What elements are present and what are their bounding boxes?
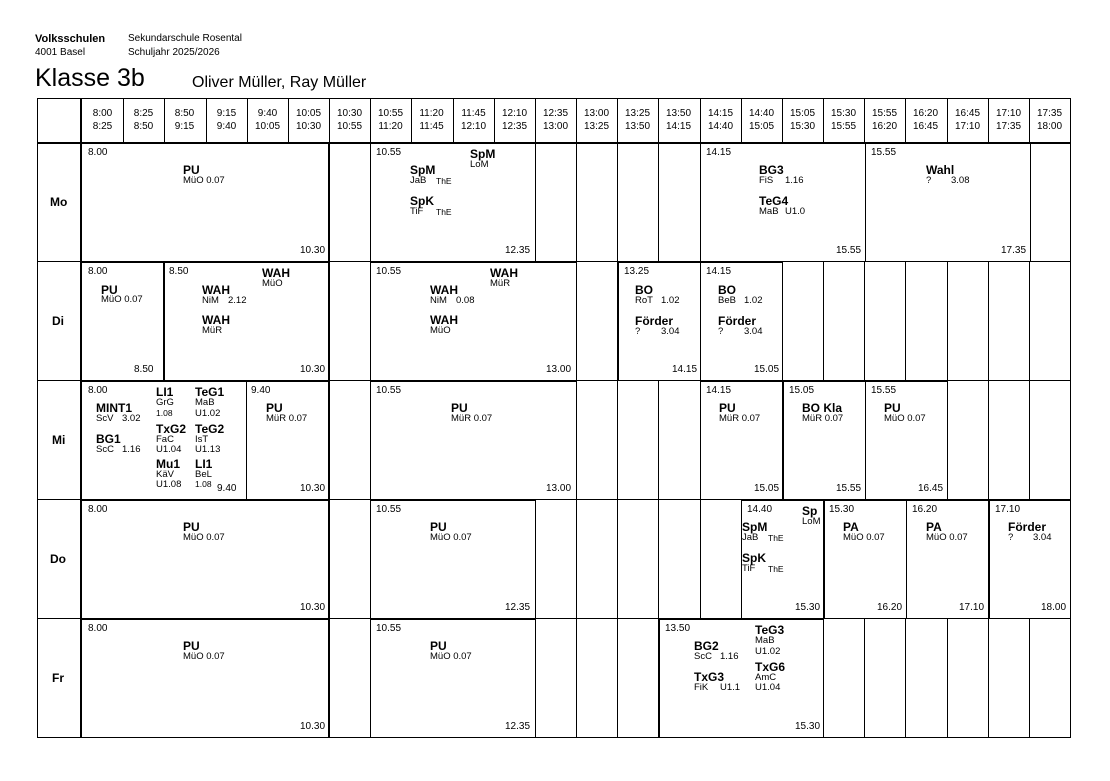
subject: PU	[430, 639, 447, 653]
teacher: MaB	[759, 206, 779, 217]
lesson-block[interactable]	[660, 620, 823, 737]
teacher-room: MüO 0.07	[430, 651, 472, 662]
day-label-mi: Mi	[52, 433, 66, 447]
block-start: 15.55	[871, 385, 897, 396]
slot-end: 17:35	[995, 121, 1022, 132]
room: U1.02	[755, 646, 781, 657]
subject: LI1	[195, 457, 213, 471]
subject: WAH	[202, 283, 230, 297]
block-end: 15.30	[795, 721, 821, 732]
block-start: 8.00	[88, 385, 108, 396]
teacher-room: MüO 0.07	[183, 175, 225, 186]
subject: PA	[843, 520, 859, 534]
room: 3.04	[1033, 532, 1052, 543]
lesson-block[interactable]	[371, 144, 535, 261]
subject: Wahl	[926, 163, 955, 177]
block-end: 15.30	[795, 602, 821, 613]
slot-header	[576, 107, 617, 133]
lesson-block[interactable]	[247, 382, 328, 499]
block-end: 10.30	[300, 245, 326, 256]
slot-start: 16:45	[954, 108, 981, 119]
teacher: FiK	[694, 682, 709, 693]
room: 1.16	[720, 651, 739, 662]
slot-end: 16:20	[871, 121, 898, 132]
slot-header	[535, 107, 576, 133]
block-end: 14.15	[672, 364, 698, 375]
subject: WAH	[430, 283, 458, 297]
teacher-room: MüO 0.07	[884, 413, 926, 424]
slot-end: 15:30	[789, 121, 816, 132]
slot-header	[82, 107, 123, 133]
teacher: MüO	[262, 278, 283, 289]
subject: SpM	[742, 520, 768, 534]
block-start: 8.00	[88, 147, 108, 158]
slot-start: 11:20	[419, 108, 444, 119]
slot-end: 13:50	[624, 121, 651, 132]
slot-header	[988, 107, 1029, 133]
block-end: 9.40	[217, 483, 237, 494]
subject: BO	[635, 283, 653, 297]
room: ThE	[436, 207, 452, 217]
lesson-block[interactable]	[825, 501, 906, 618]
subject: PU	[101, 283, 118, 297]
slot-end: 8:25	[92, 121, 113, 132]
block-end: 13.00	[546, 364, 572, 375]
slot-header	[947, 107, 988, 133]
block-end: 10.30	[300, 364, 326, 375]
block-end: 18.00	[1041, 602, 1067, 613]
room: ThE	[436, 176, 452, 186]
subject: BG2	[694, 639, 719, 653]
lesson-block[interactable]	[82, 144, 328, 261]
room: 1.02	[661, 295, 680, 306]
lesson-block[interactable]	[82, 263, 163, 380]
slot-end: 13:00	[542, 121, 569, 132]
lesson-block[interactable]	[82, 620, 328, 737]
slot-header	[411, 107, 452, 133]
slot-start: 8:00	[92, 108, 113, 119]
block-end: 15.55	[836, 483, 862, 494]
org-name: Volksschulen	[35, 33, 106, 45]
slot-header	[370, 107, 411, 133]
block-start: 13.25	[624, 266, 650, 277]
subject: LI1	[156, 385, 174, 399]
block-start: 8.00	[88, 623, 108, 634]
slot-end: 15:55	[830, 121, 857, 132]
school-name: Sekundarschule Rosental	[128, 33, 242, 44]
teacher-room: MüR 0.07	[451, 413, 493, 424]
block-start: 14.40	[747, 504, 773, 515]
room: 1.02	[744, 295, 763, 306]
slot-end: 10:05	[254, 121, 281, 132]
block-start: 8.50	[169, 266, 189, 277]
subject: Förder	[1008, 520, 1047, 534]
block-start: 17.10	[995, 504, 1021, 515]
slot-header	[164, 107, 205, 133]
lesson-block[interactable]	[907, 501, 988, 618]
room: 2.12	[228, 295, 247, 306]
slot-end: 14:15	[665, 121, 692, 132]
room: U1.08	[156, 479, 182, 490]
slot-start: 14:40	[748, 108, 775, 119]
slot-end: 18:00	[1036, 121, 1063, 132]
lesson-block[interactable]	[371, 501, 535, 618]
teacher: MüR	[490, 278, 511, 289]
subject: PU	[183, 639, 200, 653]
block-start: 15.55	[871, 147, 897, 158]
block-end: 12.35	[505, 602, 531, 613]
slot-start: 10:55	[377, 108, 404, 119]
lesson-block[interactable]	[371, 620, 535, 737]
teacher: ?	[718, 326, 724, 337]
slot-header	[905, 107, 946, 133]
slot-start: 11:45	[461, 108, 486, 119]
block-start: 10.55	[376, 266, 402, 277]
room: 1.08	[156, 408, 173, 418]
subject: TeG2	[195, 422, 225, 436]
day-label-mo: Mo	[50, 195, 68, 209]
block-start: 15.05	[789, 385, 815, 396]
slot-start: 17:10	[995, 108, 1022, 119]
subject: PU	[430, 520, 447, 534]
subject: PU	[266, 401, 283, 415]
subject: TxG6	[755, 660, 786, 674]
teacher: MaB	[195, 397, 215, 408]
block-start: 14.15	[706, 147, 732, 158]
block-start: 10.55	[376, 623, 402, 634]
slot-header	[329, 107, 370, 133]
subject: SpM	[470, 147, 496, 161]
subject: TxG2	[156, 422, 187, 436]
teacher: ScC	[694, 651, 712, 662]
teacher: ?	[926, 175, 932, 186]
slot-header	[864, 107, 905, 133]
lesson-block[interactable]	[82, 501, 328, 618]
teacher: LoM	[802, 516, 821, 527]
subject: TeG3	[755, 623, 785, 637]
teacher: ?	[1008, 532, 1014, 543]
room: U1.13	[195, 444, 221, 455]
slot-start: 14:15	[707, 108, 734, 119]
teacher: TiF	[742, 563, 756, 574]
block-end: 15.55	[836, 245, 862, 256]
room: 0.08	[456, 295, 475, 306]
day-label-di: Di	[52, 314, 64, 328]
teacher-room: MüR 0.07	[719, 413, 761, 424]
room: U1.02	[195, 408, 221, 419]
lesson-block[interactable]	[784, 382, 865, 499]
block-end: 8.50	[134, 364, 154, 375]
slot-start: 17:35	[1036, 108, 1063, 119]
subject: Förder	[635, 314, 674, 328]
teacher: MüO	[430, 325, 451, 336]
slot-end: 10:55	[336, 121, 363, 132]
teacher: FaC	[156, 434, 174, 445]
slot-end: 9:40	[216, 121, 237, 132]
subject: PU	[183, 163, 200, 177]
block-end: 16.45	[918, 483, 944, 494]
lesson-block[interactable]	[701, 382, 782, 499]
slot-start: 10:05	[295, 108, 322, 119]
teacher: ScC	[96, 444, 114, 455]
subject: WAH	[490, 266, 518, 280]
slot-header	[123, 107, 164, 133]
teacher: NiM	[430, 295, 447, 306]
slot-start: 13:00	[583, 108, 610, 119]
subject: PU	[451, 401, 468, 415]
teacher: ?	[635, 326, 641, 337]
slot-header	[288, 107, 329, 133]
slot-start: 10:30	[336, 108, 363, 119]
subject: Mu1	[156, 457, 180, 471]
teacher: MüR	[202, 325, 223, 336]
subject: PU	[183, 520, 200, 534]
slot-header	[1029, 107, 1070, 133]
block-start: 14.15	[706, 385, 732, 396]
subject: PA	[926, 520, 942, 534]
subject: Förder	[718, 314, 757, 328]
room: 3.02	[122, 413, 141, 424]
teacher: IsT	[195, 434, 209, 445]
teacher-room: MüO 0.07	[843, 532, 885, 543]
slot-start: 12:10	[501, 108, 528, 119]
slot-start: 8:50	[174, 108, 195, 119]
block-start: 14.15	[706, 266, 732, 277]
slot-header	[247, 107, 288, 133]
teacher-room: MüR 0.07	[802, 413, 844, 424]
room: 3.04	[661, 326, 680, 337]
slot-header	[617, 107, 658, 133]
subject: MINT1	[96, 401, 132, 415]
block-start: 9.40	[251, 385, 271, 396]
teacher: BeL	[195, 469, 212, 480]
slot-start: 9:40	[257, 108, 278, 119]
subject: BG1	[96, 432, 121, 446]
teacher: KäV	[156, 469, 174, 480]
slot-end: 12:10	[460, 121, 487, 132]
slot-start: 13:25	[624, 108, 651, 119]
slot-start: 8:25	[133, 108, 154, 119]
slot-header	[741, 107, 782, 133]
slot-start: 12:35	[542, 108, 569, 119]
slot-header	[823, 107, 864, 133]
slot-end: 16:45	[912, 121, 939, 132]
slot-header	[494, 107, 535, 133]
teacher: JaB	[410, 175, 427, 186]
lesson-block[interactable]	[866, 382, 947, 499]
block-end: 15.05	[754, 364, 780, 375]
room: 1.16	[122, 444, 141, 455]
slot-start: 15:55	[871, 108, 898, 119]
block-end: 10.30	[300, 602, 326, 613]
room: 3.04	[744, 326, 763, 337]
subject: BO	[718, 283, 736, 297]
room: ThE	[768, 533, 784, 543]
subject: PU	[884, 401, 901, 415]
block-start: 8.00	[88, 504, 108, 515]
block-start: 10.55	[376, 385, 402, 396]
block-start: 10.55	[376, 147, 402, 158]
block-end: 10.30	[300, 483, 326, 494]
teacher: MaB	[755, 635, 775, 646]
page-title: Klasse 3b	[35, 64, 145, 92]
block-start: 13.50	[665, 623, 691, 634]
teacher-room: MüO 0.07	[183, 651, 225, 662]
block-start: 10.55	[376, 504, 402, 515]
subject: BG3	[759, 163, 784, 177]
slot-start: 9:15	[216, 108, 237, 119]
slot-end: 15:05	[748, 121, 775, 132]
subject: WAH	[202, 313, 230, 327]
block-end: 12.35	[505, 245, 531, 256]
teacher-room: MüO 0.07	[926, 532, 968, 543]
teacher: NiM	[202, 295, 219, 306]
teacher-room: MüR 0.07	[266, 413, 308, 424]
teacher: AmC	[755, 672, 777, 683]
block-end: 10.30	[300, 721, 326, 732]
lesson-block[interactable]	[990, 501, 1070, 618]
block-end: 15.05	[754, 483, 780, 494]
block-end: 17.10	[959, 602, 985, 613]
slot-header	[782, 107, 823, 133]
day-label-do: Do	[50, 552, 66, 566]
slot-start: 16:20	[912, 108, 939, 119]
lesson-block[interactable]	[866, 144, 1030, 261]
room: 3.08	[951, 175, 970, 186]
slot-end: 11:45	[419, 121, 444, 132]
slot-start: 15:30	[830, 108, 857, 119]
teacher: JaB	[742, 532, 759, 543]
block-start: 15.30	[829, 504, 855, 515]
org-address: 4001 Basel	[35, 47, 86, 58]
subject: TeG1	[195, 385, 225, 399]
slot-header	[453, 107, 494, 133]
room: U1.1	[720, 682, 741, 693]
subject: WAH	[262, 266, 290, 280]
room: U1.04	[156, 444, 182, 455]
block-start: 16.20	[912, 504, 938, 515]
subject: PU	[719, 401, 736, 415]
teacher-room: MüO 0.07	[183, 532, 225, 543]
day-label-fr: Fr	[52, 671, 64, 685]
block-end: 12.35	[505, 721, 531, 732]
teacher: FiS	[759, 175, 774, 186]
lesson-block[interactable]	[165, 263, 328, 380]
room: ThE	[768, 564, 784, 574]
subject: BO Kla	[802, 401, 843, 415]
school-year: Schuljahr 2025/2026	[128, 47, 220, 58]
lesson-block[interactable]	[371, 382, 576, 499]
slot-start: 15:05	[789, 108, 816, 119]
subject: SpK	[410, 194, 434, 208]
slot-end: 10:30	[295, 121, 322, 132]
room: 1.16	[785, 175, 804, 186]
slot-end: 12:35	[501, 121, 528, 132]
subject: TxG3	[694, 670, 725, 684]
slot-end: 14:40	[707, 121, 734, 132]
teacher: BeB	[718, 295, 736, 306]
block-end: 13.00	[546, 483, 572, 494]
subject: SpK	[742, 551, 766, 565]
teacher: TiF	[410, 206, 424, 217]
teacher-room: MüO 0.07	[430, 532, 472, 543]
slot-header	[658, 107, 699, 133]
lesson-block[interactable]	[371, 263, 576, 380]
teacher: GrG	[156, 397, 174, 408]
slot-start: 13:50	[665, 108, 692, 119]
teacher: ScV	[96, 413, 114, 424]
slot-end: 17:10	[954, 121, 981, 132]
slot-end: 8:50	[133, 121, 154, 132]
teacher-room: MüO 0.07	[101, 294, 143, 305]
slot-header	[206, 107, 247, 133]
class-teachers: Oliver Müller, Ray Müller	[192, 74, 367, 91]
subject: SpM	[410, 163, 436, 177]
slot-end: 13:25	[583, 121, 610, 132]
block-end: 16.20	[877, 602, 903, 613]
room: U1.04	[755, 682, 781, 693]
block-end: 17.35	[1001, 245, 1027, 256]
teacher: RoT	[635, 295, 653, 306]
teacher: LoM	[470, 159, 489, 170]
subject: TeG4	[759, 194, 789, 208]
slot-end: 11:20	[378, 121, 403, 132]
room: 1.08	[195, 479, 212, 489]
block-start: 8.00	[88, 266, 108, 277]
slot-end: 9:15	[174, 121, 195, 132]
slot-header	[700, 107, 741, 133]
subject: Sp	[802, 504, 818, 518]
subject: WAH	[430, 313, 458, 327]
room: U1.0	[785, 206, 806, 217]
